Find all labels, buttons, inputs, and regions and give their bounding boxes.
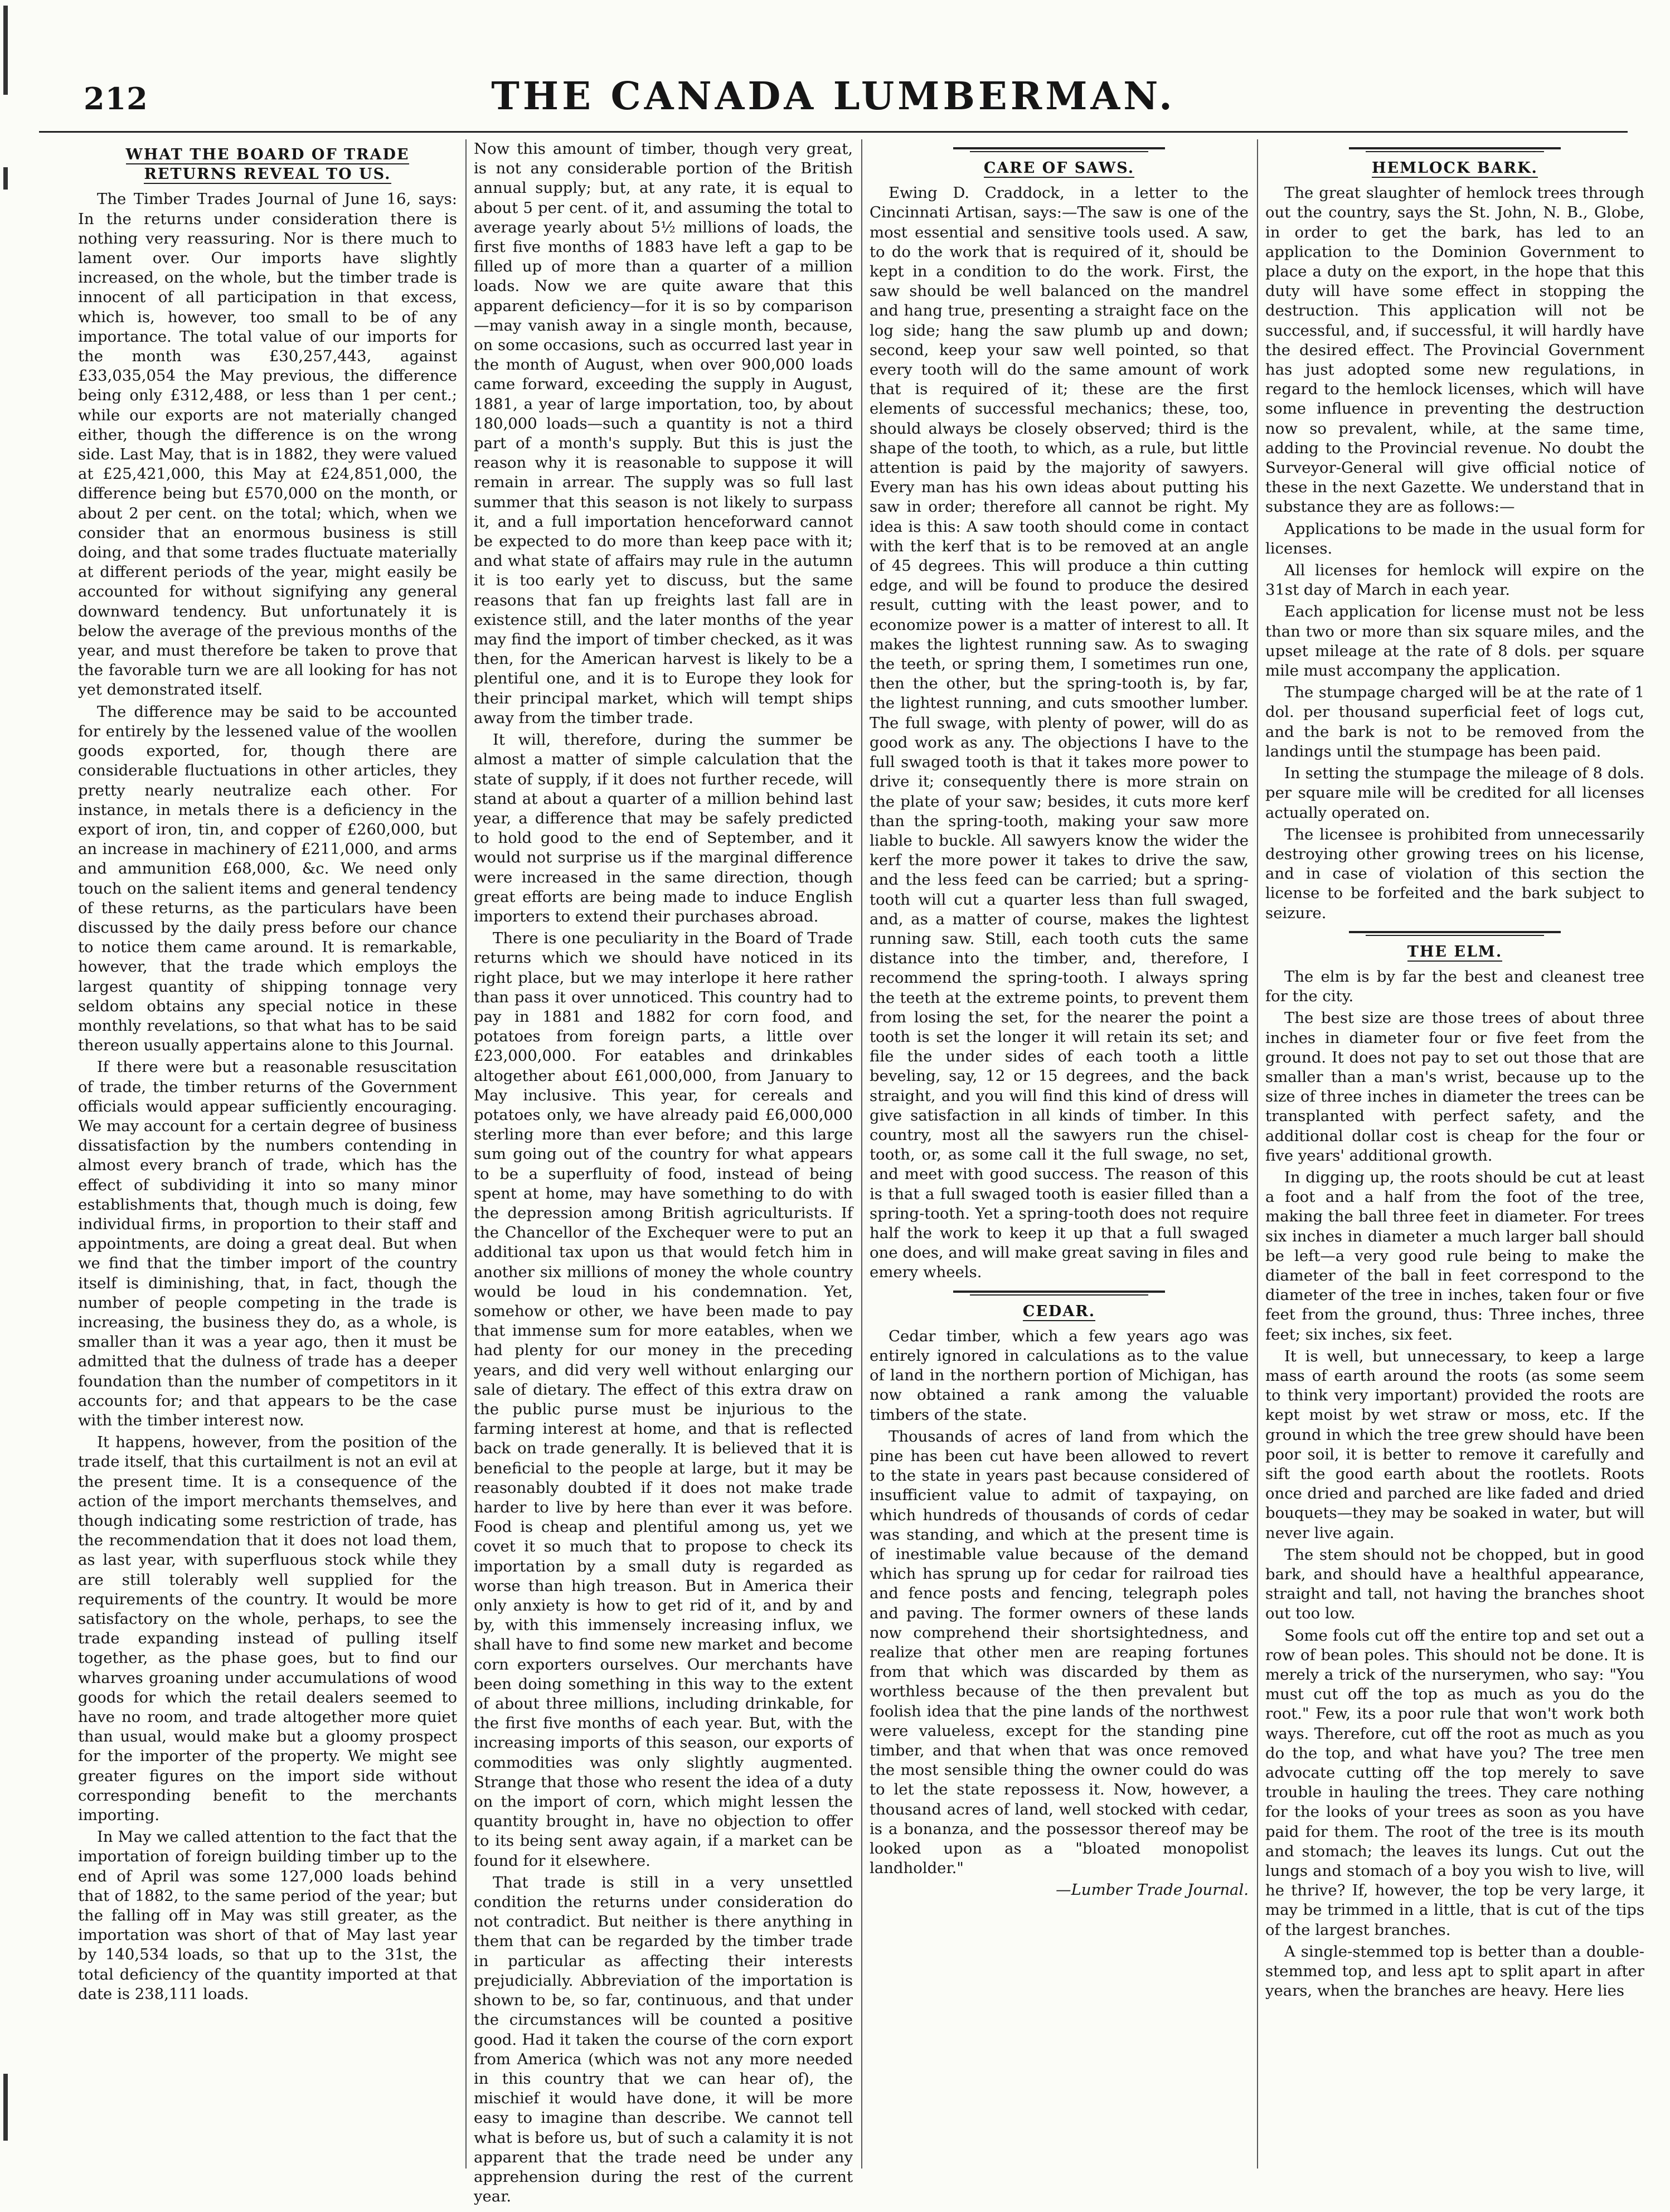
article-heading: THE ELM. [1407, 943, 1503, 961]
paper-title: THE CANADA LUMBERMAN. [491, 74, 1176, 119]
column-3 [870, 139, 1249, 2169]
section-rule [1349, 146, 1561, 153]
paragraph: All licenses for hemlock will expire on the 31st day of March in each year. [1265, 561, 1644, 599]
paragraph: That trade is still in a very unsettled condition the returns under consideration do not contradict. But neither is there anything in them that can be regarded by the timber trade in particular as affecting their interests prejudicially. Abbreviation of the importation is shown to be, so far, continuous, and that under the circumstances will be counted a positive good. Had it taken the course of the corn export from America (which was not any more needed in this country that we can hear of), the mischief it would have done, it will be more easy to imagine than describe. We cannot tell what is before us, but of such a calamity it is not apparent that the trade need be under any apprehension during the rest of the current year. [474, 1873, 853, 2206]
paragraph: The difference may be said to be accounted for entirely by the lessened value of the woollen goods exported, for, though there are considerable fluctuations in other articles, they pretty nearly neutralize each other. For instance, in metals there is a deficiency in the export of iron, tin, and copper of £260,000, but an increase in machinery of £211,000, and arms and ammunition £68,000, &c. We need only touch on the salient items and general tendency of these returns, as the particulars have been discussed by the daily press before our chance to notice them came around. It is remarkable, however, that the trade which employs the largest quantity of shipping tonnage very seldom obtains any special notice in these monthly revelations, so that what has to be said thereon usually appertains alone to this Journal. [78, 702, 457, 1055]
paragraph: The licensee is prohibited from unnecessarily destroying other growing trees on his license, and in case of violation of this section the license to be forfeited and the bark subject to seizure. [1265, 825, 1644, 922]
paragraph: In May we called attention to the fact that the importation of foreign building timber up to the end of April was some 127,000 loads behind that of 1882, to the same period of the year; but the falling off in May was still greater, as the importation was short of that of May last year by 140,534 loads, so that up to the 31st, the total deficiency of the quantity imported at that date is 238,111 loads. [78, 1828, 457, 2003]
paragraph: In setting the stumpage the mileage of 8 dols. per square mile will be credited for all licenses actually operated on. [1265, 764, 1644, 822]
paragraph: Ewing D. Craddock, in a letter to the Cincinnati Artisan, says:—The saw is one of the most essential and sensitive tools used. A saw, to do the work that is required of it, should be kept in a condition to do the work. First, the saw should be well balanced on the mandrel and hang true, presenting a straight face on the log side; hang the saw plumb up and down; second, keep your saw well pointed, so that every tooth will do the same amount of work that is required of it; these are the first elements of successful mechanics; these, too, should always be closely observed; third is the shape of the tooth, to which, as a rule, but little attention is paid by the majority of sawyers. Every man has his own ideas about putting his saw in order; therefore all cannot be right. My idea is this: A saw tooth should come in contact with the kerf that is to be removed at an angle of 45 degrees. This will produce a thin cutting edge, and will be found to produce the desired result, cutting with the least power, and to economize power is a matter of interest to all. It makes the lightest running saw. As to swaging the teeth, or spring them, I sometimes run one, then the other, but the spring-tooth is, by far, the lightest running, and cuts smoother lumber. The full swage, with plenty of power, will do as good work as any. The objections I have to the full swaged tooth is that it takes more power to drive it; consequently there is more strain on the plate of your saw; besides, it cuts more kerf than the spring-tooth, making your saw more liable to buckle. All sawyers know the wider the kerf the more power it takes to drive the saw, and the less feed can be carried; but a spring-tooth will cut a quarter less than full swaged, and, as a matter of course, makes the lightest running saw. Still, each tooth cuts the same distance into the timber, and, therefore, I recommend the spring-tooth. I always spring the teeth at the extreme points, to prevent them from losing the set, for the nearer the point a tooth is set the longer it will retain its set; and file the under sides of each tooth a little beveling, say, 12 or 15 degrees, and the back straight, and you will find this kind of dress will give satisfaction in all kinds of timber. In this country, most all the sawyers run the chisel-tooth, or, as some call it the full swage, no set, and meet with good success. The reason of this is that a full swaged tooth is easier filled than a spring-tooth. Yet a spring-tooth does not require half the work to keep it up that a full swaged one does, and will make great saving in files and emery wheels. [870, 184, 1249, 1282]
paragraph: The great slaughter of hemlock trees through out the country, says the St. John, N. B., Globe, in order to get the bark, has led to an application to the Dominion Government to place a duty on the export, in the hope that this duty will have some effect in stopping the destruction. This application will not be successful, and, if successful, it will hardly have the desired effect. The Provincial Government has just adopted some new regulations, in regard to the hemlock licenses, which will have some influence in preventing the destruction now so prevalent, while, at the same time, adding to the Provincial revenue. No doubt the Surveyor-General will give official notice of these in the next Gazette. We understand that in substance they are as follows:— [1265, 184, 1644, 516]
article-heading: CEDAR. [1022, 1302, 1096, 1320]
masthead [39, 70, 1628, 133]
paragraph: The stem should not be chopped, but in good bark, and should have a healthful appearance, straight and tall, not having the branches shoot out too low. [1265, 1545, 1644, 1623]
section-rule [953, 146, 1166, 153]
column-rule [465, 139, 467, 2169]
paragraph: Applications to be made in the usual form for licenses. [1265, 520, 1644, 557]
column-1 [78, 139, 457, 2169]
column-4 [1265, 139, 1644, 2169]
paragraph: The stumpage charged will be at the rate of 1 dol. per thousand superficial feet of logs cut, and the bark is not to be removed from the landings until the stumpage has been paid. [1265, 683, 1644, 760]
page-number: 212 [84, 81, 148, 117]
paragraph: It is well, but unnecessary, to keep a large mass of earth around the roots (as some seem to think very important) provided the roots are kept moist by wet straw or moss, etc. If the ground in which the tree grew should have been poor soil, it is better to remove it carefully and sift the good earth about the rootlets. Roots once dried and parched are like faded and dried bouquets—they may be soaked in water, but will never live again. [1265, 1347, 1644, 1542]
paragraph: It will, therefore, during the summer be almost a matter of simple calculation that the state of supply, if it does not further recede, will stand at about a quarter of a million behind last year, a difference that may be safely predicted to hold good to the end of September, and it would not surprise us if the marginal difference were increased in the same direction, though great efforts are being made to induce English importers to extend their purchases abroad. [474, 731, 853, 925]
paragraph: The Timber Trades Journal of June 16, says: In the returns under consideration there is nothing very reassuring. Nor is there much to lament over. Our imports have slightly increased, on the whole, but the timber trade is innocent of all participation in that excess, which is, however, too small to be of any importance. The total value of our imports for the month was £30,257,443, against £33,035,054 the May previous, the difference being only £312,488, or less than 1 per cent.; while our exports are not materially changed either, though the difference is on the wrong side. Last May, that is in 1882, they were valued at £25,421,000, this May at £24,851,000, the difference being but £570,000 on the month, or about 2 per cent. on the total; which, when we consider that an enormous business is still doing, and that some trades fluctuate materially at different periods of the year, might easily be accounted for without signifying any general downward tendency. But unfortunately it is below the average of the previous months of the year, and must therefore be taken to prove that the favorable turn we are all looking for has not yet demonstrated itself. [78, 190, 457, 699]
paragraph: The best size are those trees of about three inches in diameter four or five feet from the ground. It does not pay to set out those that are smaller than a man's wrist, because up to the size of three inches in diameter the trees can be transplanted with perfect safety, and the additional dollar cost is cheap for the four or five years' additional growth. [1265, 1009, 1644, 1165]
section-rule [953, 1289, 1166, 1296]
paragraph: It happens, however, from the position of the trade itself, that this curtailment is not an evil at the present time. It is a consequence of the action of the import merchants themselves, and though indicating some restriction of trade, has the recommendation that it does not load them, as last year, with superfluous stock while they are still tolerably well supplied for the requirements of the country. It would be more satisfactory on the whole, perhaps, to see the trade expanding instead of pulling itself together, as the phase goes, but to find our wharves groaning under accumulations of wood goods for which the retail dealers seemed to have no room, and trade altogether more quiet than usual, would make but a gloomy prospect for the importer of the property. We might see greater figures on the import side without corresponding benefit to the merchants importing. [78, 1433, 457, 1825]
column-rule [861, 139, 862, 2169]
paragraph: Thousands of acres of land from which the pine has been cut have been allowed to revert to the state in years past because considered of insufficient value to admit of taxpaying, on which hundreds of thousands of cords of cedar was standing, and which at the present time is of inestimable value because of the demand which has sprung up for cedar for railroad ties and fence posts and fencing, telegraph poles and paving. The former owners of these lands now comprehend their shortsightedness, and realize that other men are reaping fortunes from that which was discarded by them as worthless because of the then prevalent but foolish idea that the pine lands of the northwest were valueless, except for the standing pine timber, and that when that was once removed the most sensible thing the owner could do was to let the state repossess it. Now, however, a thousand acres of land, well stocked with cedar, is a bonanza, and the possessor thereof may be looked upon as a "bloated monopolist landholder." [870, 1427, 1249, 1878]
paragraph: The elm is by far the best and cleanest tree for the city. [1265, 967, 1644, 1006]
article-heading: HEMLOCK BARK. [1372, 159, 1538, 177]
section-rule [1349, 930, 1561, 937]
scan-edge-marks [0, 0, 17, 2212]
source-credit: —Lumber Trade Journal. [1056, 1881, 1249, 1899]
paragraph: Cedar timber, which a few years ago was entirely ignored in calculations as to the value of land in the northern portion of Michigan, has now obtained a rank among the valuable timbers of the state. [870, 1327, 1249, 1424]
paragraph: A single-stemmed top is better than a double-stemmed top, and less apt to split apart in after years, when the branches are heavy. Here lies [1265, 1942, 1644, 2000]
article-heading: WHAT THE BOARD OF TRADE RETURNS REVEAL TO US. [125, 146, 410, 183]
article-heading: CARE OF SAWS. [983, 159, 1135, 177]
paragraph: Some fools cut off the entire top and set out a row of bean poles. This should not be done. It is merely a trick of the nurserymen, who say: "You must cut off the top as much as you do the root." Few, its a poor rule that won't work both ways. Therefore, cut off the root as much as you do the top, and what have you? The tree men advocate cutting off the top merely to save trouble in hauling the trees. They care nothing for the looks of your trees as soon as you have paid for them. The root of the tree is its mouth and stomach; the leaves its lungs. Cut out the lungs and stomach of a boy you wish to live, will he thrive? If, however, the top be very large, it may be trimmed in a little, that is cut of the tips of the largest branches. [1265, 1626, 1644, 1939]
paragraph: Now this amount of timber, though very great, is not any considerable portion of the British annual supply; but, at any rate, it is equal to about 5 per cent. of it, and assuming the total to average yearly about 5½ millions of loads, the first five months of 1883 have left a gap to be filled up of more than a quarter of a million loads. Now we are quite aware that this apparent deficiency—for it is so by comparison—may vanish away in a single month, because, on some occasions, such as occurred last year in the month of August, when over 900,000 loads came forward, exceeding the supply in August, 1881, a year of large importation, too, by about 180,000 loads—such a quantity is not a third part of a month's supply. But this is just the reason why it is reasonable to suppose it will remain in arrear. The supply was so full last summer that this season is not likely to surpass it, and a full importation henceforward cannot be expected to do more than keep pace with it; and what state of affairs may rule in the autumn it is too early yet to discuss, but the same reasons that fan up freights last fall are in existence still, and the later months of the year may find the import of timber checked, as it was then, for the American harvest is likely to be a plentiful one, and it is to Europe they look for their principal market, which will tempt ships away from the timber trade. [474, 140, 853, 727]
paragraph: If there were but a reasonable resuscitation of trade, the timber returns of the Government officials would appear sufficiently encouraging. We may account for a certain degree of business dissatisfaction by the numbers contending in almost every branch of trade, which has the effect of subdividing it into so many minor establishments that, though much is doing, few individual firms, in proportion to their staff and appointments, are doing a great deal. But when we find that the timber import of the country itself is diminishing, that, in fact, though the number of people competing in the trade is increasing, the business they do, as a whole, is smaller than it was a year ago, then it must be admitted that the dulness of trade has a deeper foundation than the number of competitors in it accounts for; and that appears to be the case with the timber interest now. [78, 1058, 457, 1429]
column-rule [1257, 139, 1258, 2169]
paragraph: In digging up, the roots should be cut at least a foot and a half from the foot of the tree, making the ball three feet in diameter. For trees six inches in diameter a much larger ball should be left—a very good rule being to make the diameter of the ball in feet correspond to the diameter of the tree in inches, taken four or five feet from the ground, thus: Three inches, three feet; six inches, six feet. [1265, 1168, 1644, 1343]
paragraph: There is one peculiarity in the Board of Trade returns which we should have noticed in its right place, but we may interlope it here rather than pass it over unnoticed. This country had to pay in 1881 and 1882 for corn food, and potatoes from foreign parts, a little over £23,000,000. For eatables and drinkables altogether about £61,000,000, from January to May inclusive. This year, for cereals and potatoes only, we have already paid £6,000,000 sterling more than ever before; and this large sum going out of the country for what appears to be a superfluity of food, instead of being spent at home, may have something to do with the depression among British agriculturists. If the Chancellor of the Exchequer were to put an additional tax upon us that would fetch him in another six millions of money the whole country would be loud in his condemnation. Yet, somehow or other, we have been made to pay that immense sum for more eatables, when we had plenty for our money in the preceding years, and did very well without enlarging our sale of dietary. The effect of this extra draw on the public purse must be injurious to the farming interest at home, and that is reflected back on trade generally. It is believed that it is beneficial to the people at large, but it may be reasonably doubted if it does not make trade harder to live by here than ever it was before. Food is cheap and plentiful among us, yet we covet it so much that to propose to check its importation by a small duty is regarded as worse than high treason. But in America their only anxiety is how to get rid of it, and by and by, with this immensely increasing influx, we shall have to find some new market and become corn exporters ourselves. Our merchants have been doing something in this way to the extent of about three millions, including drinkable, for the first five months of each year. But, with the increasing imports of this season, our exports of commodities was only slightly augmented. Strange that those who resent the idea of a duty on the import of corn, which might lessen the quantity brought in, have no objection to offer to its being sent away again, if a market can be found for it elsewhere. [474, 929, 853, 1870]
paragraph: Each application for license must not be less than two or more than six square miles, and the upset mileage at the rate of 8 dols. per square mile must accompany the application. [1265, 603, 1644, 680]
column-2 [474, 139, 853, 2206]
